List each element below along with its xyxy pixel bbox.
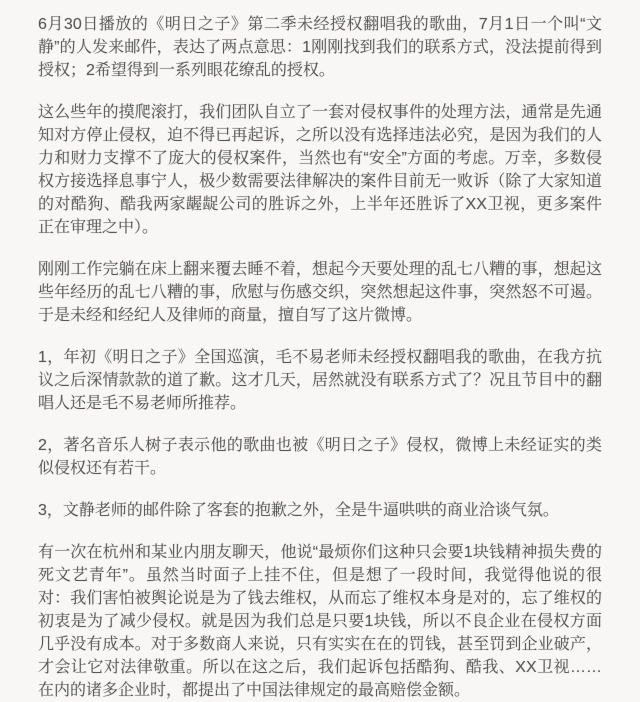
paragraph-hangzhou-story	[38, 541, 602, 702]
text-line: 似侵权还有若干。	[38, 460, 167, 477]
list-item-3	[38, 499, 602, 522]
list-item-1	[38, 346, 602, 415]
text-line: 议之后深情款款的道了歉。这才几天，居然就没有联系方式了？况且节目中的翻	[38, 372, 602, 389]
text-line: 在内的诸多企业时，都提出了中国法律规定的最高赔偿金额。	[38, 682, 471, 699]
paragraph-handling-method	[38, 101, 602, 239]
text-line: 的对酷狗、酷我两家龌龊公司的胜诉之外，上半年还胜诉了XX卫视，更多案件	[38, 196, 602, 213]
list-item-2	[38, 434, 602, 480]
text-line: 知对方停止侵权，迫不得已再起诉，之所以没有选择违法必究，是因为我们的人	[38, 127, 602, 144]
paragraph-sleepless	[38, 258, 602, 327]
text-line: 刚刚工作完躺在床上翻来覆去睡不着，想起今天要处理的乱七八糟的事，想起这	[38, 261, 602, 278]
text-line: 这么些年的摸爬滚打，我们团队自立了一套对侵权事件的处理方法，通常是先通	[38, 104, 602, 121]
text-line: 权方接选择息事宁人，极少数需要法律解决的案件目前无一败诉（除了大家知道	[38, 173, 602, 190]
text-line: 授权；2希望得到一系列眼花缭乱的授权。	[38, 62, 335, 79]
text-line: 6月30日播放的《明日之子》第二季未经授权翻唱我的歌曲，7月1日一个叫“文	[38, 16, 602, 33]
text-line: 对：我们害怕被舆论说是为了钱去维权，从而忘了维权本身是对的，忘了维权的	[38, 590, 602, 607]
text-line: 些年经历的乱七八糟的事，欣慰与伤感交织，突然想起这件事，突然怒不可遏。	[38, 284, 602, 301]
text-line: 几乎没有成本。对于多数商人来说，只有实实在在的罚钱，甚至罚到企业破产，	[38, 636, 602, 653]
text-line: 正在审理之中）。	[38, 219, 159, 236]
text-line: 于是未经和经纪人及律师的商量，擅自写了这片微博。	[38, 307, 423, 324]
text-line: 死文艺青年”。虽然当时面子上挂不住，但是想了一段时间，我觉得他说的很	[38, 567, 602, 584]
text-line: 静”的人发来邮件，表达了两点意思：1刚刚找到我们的联系方式，没法提前得到	[38, 39, 602, 56]
text-line: 力和财力支撑不了庞大的侵权案件，当然也有“安全”方面的考虑。万幸，多数侵	[38, 150, 602, 167]
paragraph-intro	[38, 13, 602, 82]
text-line: 1，年初《明日之子》全国巡演，毛不易老师未经授权翻唱我的歌曲，在我方抗	[38, 349, 602, 366]
text-line: 3，文静老师的邮件除了客套的抱歉之外，全是牛逼哄哄的商业洽谈气氛。	[38, 502, 559, 519]
text-line: 2，著名音乐人树子表示他的歌曲也被《明日之子》侵权，微博上未经证实的类	[38, 437, 602, 454]
text-line: 才会让它对法律敬重。所以在这之后，我们起诉包括酷狗、酷我、XX卫视……	[38, 659, 602, 676]
text-line: 初衷是为了减少侵权。就是因为我们总是只要1块钱，所以不良企业在侵权方面	[38, 613, 602, 630]
text-line: 有一次在杭州和某业内朋友聊天，他说“最烦你们这种只会要1块钱精神损失费的	[38, 544, 602, 561]
text-line: 唱人还是毛不易老师所推荐。	[38, 395, 247, 412]
